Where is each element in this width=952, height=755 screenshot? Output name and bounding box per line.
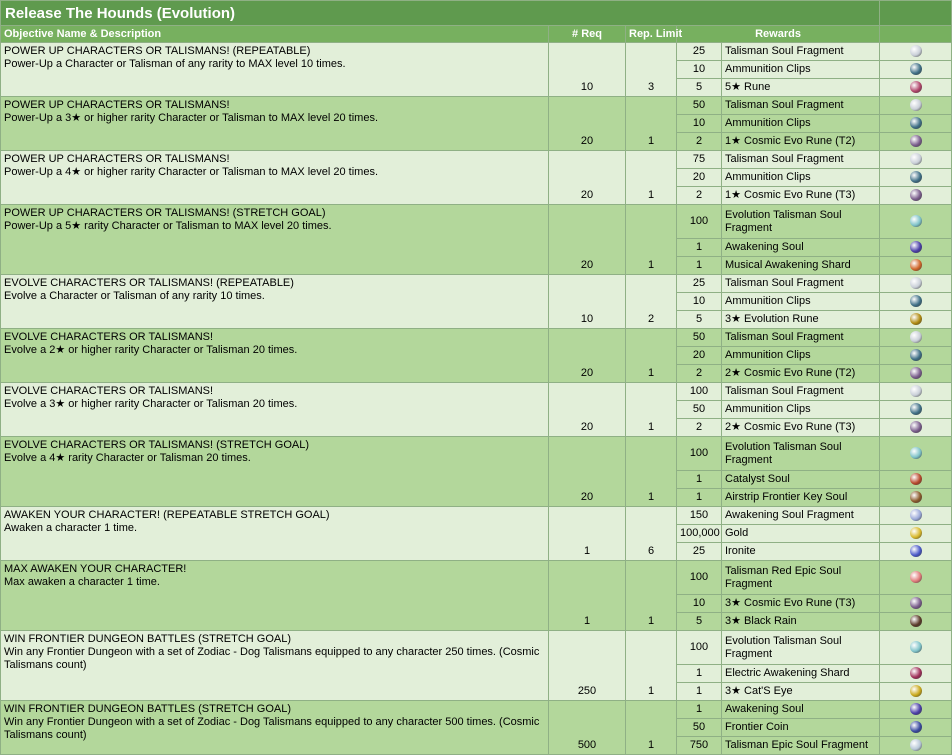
soul-fragment-icon	[910, 99, 922, 111]
table-row	[1, 507, 952, 525]
reward-name: Ammunition Clips	[722, 347, 880, 365]
catalyst-soul-icon	[910, 473, 922, 485]
reward-icon-cell	[880, 631, 952, 665]
reward-quantity: 25	[677, 43, 722, 61]
reward-icon-cell	[880, 257, 952, 275]
reward-name: Airstrip Frontier Key Soul	[722, 489, 880, 507]
objective-cell	[1, 561, 549, 631]
reward-name: Electric Awakening Shard	[722, 665, 880, 683]
objective-cell	[1, 507, 549, 561]
reward-quantity: 20	[677, 169, 722, 187]
reward-icon-cell	[880, 419, 952, 437]
objective-description: Power-Up a Character or Talisman of any rarity to MAX level 10 times.	[4, 58, 346, 70]
required-count: 20	[549, 97, 626, 151]
reward-name: Talisman Soul Fragment	[722, 383, 880, 401]
objective-description: Evolve a 4★ rarity Character or Talisman 20 times.	[4, 452, 251, 464]
reward-icon-cell	[880, 61, 952, 79]
reward-name: Gold	[722, 525, 880, 543]
reward-name: Ironite	[722, 543, 880, 561]
reward-icon-cell	[880, 719, 952, 737]
objective-cell	[1, 97, 549, 151]
objective-description: Power-Up a 4★ or higher rarity Character or Talisman to MAX level 20 times.	[4, 166, 379, 178]
objective-cell	[1, 43, 549, 97]
reward-quantity: 2	[677, 365, 722, 383]
soul-fragment-icon	[910, 331, 922, 343]
reward-icon-cell	[880, 205, 952, 239]
objective-description: Evolve a 3★ or higher rarity Character or Talisman 20 times.	[4, 398, 298, 410]
black-rain-icon	[910, 615, 922, 627]
header-rep-limit: Rep. Limit	[626, 26, 677, 43]
required-count: 10	[549, 275, 626, 329]
objective-cell	[1, 275, 549, 329]
ammo-icon	[910, 63, 922, 75]
reward-name: Talisman Soul Fragment	[722, 275, 880, 293]
required-count: 1	[549, 507, 626, 561]
red-epic-soul-icon	[910, 571, 922, 583]
reward-name: Ammunition Clips	[722, 293, 880, 311]
required-count: 500	[549, 701, 626, 755]
soul-fragment-icon	[910, 385, 922, 397]
ammo-icon	[910, 295, 922, 307]
required-count: 1	[549, 561, 626, 631]
reward-name: Catalyst Soul	[722, 471, 880, 489]
reward-icon-cell	[880, 115, 952, 133]
repeat-limit: 6	[626, 507, 677, 561]
repeat-limit: 1	[626, 205, 677, 275]
reward-quantity: 2	[677, 187, 722, 205]
reward-icon-cell	[880, 701, 952, 719]
reward-icon-cell	[880, 43, 952, 61]
repeat-limit: 1	[626, 97, 677, 151]
objective-name: AWAKEN YOUR CHARACTER! (REPEATABLE STRETCH GOAL)	[4, 509, 330, 521]
table-row	[1, 437, 952, 471]
reward-name: 2★ Cosmic Evo Rune (T3)	[722, 419, 880, 437]
repeat-limit: 3	[626, 43, 677, 97]
reward-quantity: 5	[677, 79, 722, 97]
required-count: 20	[549, 151, 626, 205]
repeat-limit: 1	[626, 383, 677, 437]
reward-name: Ammunition Clips	[722, 401, 880, 419]
epic-soul-icon	[910, 739, 922, 751]
gold-icon	[910, 527, 922, 539]
objective-name: EVOLVE CHARACTERS OR TALISMANS! (REPEATABLE)	[4, 277, 294, 289]
reward-quantity: 1	[677, 239, 722, 257]
table-row	[1, 631, 952, 665]
reward-name: 3★ Cat'S Eye	[722, 683, 880, 701]
reward-quantity: 50	[677, 401, 722, 419]
objective-name: EVOLVE CHARACTERS OR TALISMANS!	[4, 385, 214, 397]
soul-fragment-icon	[910, 153, 922, 165]
reward-quantity: 100	[677, 437, 722, 471]
key-soul-icon	[910, 491, 922, 503]
reward-name: Evolution Talisman Soul Fragment	[722, 205, 880, 239]
awakening-soul-icon	[910, 703, 922, 715]
reward-quantity: 1	[677, 683, 722, 701]
reward-quantity: 150	[677, 507, 722, 525]
ammo-icon	[910, 349, 922, 361]
objective-cell	[1, 383, 549, 437]
awakening-soul-icon	[910, 241, 922, 253]
cosmic-rune-icon	[910, 189, 922, 201]
cosmic-rune-icon	[910, 135, 922, 147]
reward-quantity: 750	[677, 737, 722, 755]
awakening-fragment-icon	[910, 509, 922, 521]
objective-name: EVOLVE CHARACTERS OR TALISMANS!	[4, 331, 214, 343]
reward-name: Frontier Coin	[722, 719, 880, 737]
reward-icon-cell	[880, 347, 952, 365]
reward-name: Talisman Epic Soul Fragment	[722, 737, 880, 755]
reward-icon-cell	[880, 613, 952, 631]
reward-quantity: 2	[677, 419, 722, 437]
reward-icon-cell	[880, 507, 952, 525]
header-req: # Req	[549, 26, 626, 43]
required-count: 250	[549, 631, 626, 701]
reward-quantity: 100,000	[677, 525, 722, 543]
reward-name: Ammunition Clips	[722, 115, 880, 133]
reward-name: Musical Awakening Shard	[722, 257, 880, 275]
evo-soul-icon	[910, 447, 922, 459]
reward-icon-cell	[880, 187, 952, 205]
cosmic-rune-icon	[910, 367, 922, 379]
objective-description: Win any Frontier Dungeon with a set of Zodiac - Dog Talismans equipped to any character 500 times. (Cosmic Talismans count)	[4, 716, 540, 741]
reward-quantity: 25	[677, 275, 722, 293]
reward-icon-cell	[880, 471, 952, 489]
table-row	[1, 151, 952, 169]
reward-icon-cell	[880, 437, 952, 471]
reward-icon-cell	[880, 525, 952, 543]
header-objective: Objective Name & Description	[1, 26, 549, 43]
objective-description: Max awaken a character 1 time.	[4, 576, 160, 588]
objective-name: MAX AWAKEN YOUR CHARACTER!	[4, 563, 187, 575]
reward-icon-cell	[880, 133, 952, 151]
repeat-limit: 1	[626, 437, 677, 507]
reward-icon-cell	[880, 665, 952, 683]
reward-quantity: 10	[677, 115, 722, 133]
reward-quantity: 100	[677, 383, 722, 401]
evolution-rune-icon	[910, 313, 922, 325]
repeat-limit: 1	[626, 701, 677, 755]
required-count: 20	[549, 437, 626, 507]
sheet-title: Release The Hounds (Evolution)	[1, 1, 880, 26]
reward-name: Talisman Red Epic Soul Fragment	[722, 561, 880, 595]
objective-name: WIN FRONTIER DUNGEON BATTLES (STRETCH GOAL)	[4, 703, 292, 715]
reward-name: Evolution Talisman Soul Fragment	[722, 437, 880, 471]
reward-quantity: 10	[677, 61, 722, 79]
reward-quantity: 1	[677, 489, 722, 507]
objective-name: WIN FRONTIER DUNGEON BATTLES (STRETCH GOAL)	[4, 633, 292, 645]
reward-name: 5★ Rune	[722, 79, 880, 97]
required-count: 20	[549, 329, 626, 383]
objective-cell	[1, 151, 549, 205]
reward-name: Talisman Soul Fragment	[722, 97, 880, 115]
objective-description: Power-Up a 3★ or higher rarity Character or Talisman to MAX level 20 times.	[4, 112, 379, 124]
objective-cell	[1, 329, 549, 383]
evo-soul-icon	[910, 215, 922, 227]
evo-soul-icon	[910, 641, 922, 653]
reward-name: Talisman Soul Fragment	[722, 329, 880, 347]
reward-icon-cell	[880, 543, 952, 561]
objective-name: POWER UP CHARACTERS OR TALISMANS! (STRETCH GOAL)	[4, 207, 326, 219]
reward-name: Talisman Soul Fragment	[722, 151, 880, 169]
reward-quantity: 5	[677, 613, 722, 631]
objective-description: Power-Up a 5★ rarity Character or Talisman to MAX level 20 times.	[4, 220, 332, 232]
reward-quantity: 75	[677, 151, 722, 169]
header-rewards: Rewards	[677, 26, 880, 43]
reward-quantity: 10	[677, 595, 722, 613]
reward-icon-cell	[880, 239, 952, 257]
objective-description: Evolve a 2★ or higher rarity Character or Talisman 20 times.	[4, 344, 298, 356]
reward-icon-cell	[880, 365, 952, 383]
reward-quantity: 50	[677, 329, 722, 347]
reward-name: 1★ Cosmic Evo Rune (T2)	[722, 133, 880, 151]
cosmic-rune-icon	[910, 597, 922, 609]
table-row	[1, 205, 952, 239]
repeat-limit: 1	[626, 631, 677, 701]
reward-icon-cell	[880, 561, 952, 595]
reward-name: Awakening Soul Fragment	[722, 507, 880, 525]
reward-quantity: 50	[677, 97, 722, 115]
reward-icon-cell	[880, 383, 952, 401]
objective-cell	[1, 205, 549, 275]
reward-name: 1★ Cosmic Evo Rune (T3)	[722, 187, 880, 205]
reward-quantity: 100	[677, 631, 722, 665]
objective-name: EVOLVE CHARACTERS OR TALISMANS! (STRETCH GOAL)	[4, 439, 309, 451]
reward-quantity: 2	[677, 133, 722, 151]
reward-icon-cell	[880, 595, 952, 613]
reward-quantity: 1	[677, 257, 722, 275]
table-row	[1, 43, 952, 61]
reward-name: 3★ Cosmic Evo Rune (T3)	[722, 595, 880, 613]
reward-quantity: 20	[677, 347, 722, 365]
repeat-limit: 1	[626, 561, 677, 631]
reward-icon-cell	[880, 683, 952, 701]
header-blank	[880, 26, 952, 43]
objective-name: POWER UP CHARACTERS OR TALISMANS!	[4, 99, 230, 111]
ironite-icon	[910, 545, 922, 557]
reward-icon-cell	[880, 329, 952, 347]
frontier-coin-icon	[910, 721, 922, 733]
reward-quantity: 5	[677, 311, 722, 329]
objective-name: POWER UP CHARACTERS OR TALISMANS!	[4, 153, 230, 165]
reward-name: 3★ Evolution Rune	[722, 311, 880, 329]
objective-description: Win any Frontier Dungeon with a set of Zodiac - Dog Talismans equipped to any character 250 times. (Cosmic Talismans count)	[4, 646, 540, 671]
reward-icon-cell	[880, 275, 952, 293]
title-blank-cell	[880, 1, 952, 26]
table-row	[1, 701, 952, 719]
reward-quantity: 100	[677, 205, 722, 239]
reward-icon-cell	[880, 311, 952, 329]
objective-name: POWER UP CHARACTERS OR TALISMANS! (REPEATABLE)	[4, 45, 311, 57]
electric-shard-icon	[910, 667, 922, 679]
table-row	[1, 329, 952, 347]
reward-icon-cell	[880, 79, 952, 97]
reward-icon-cell	[880, 169, 952, 187]
reward-icon-cell	[880, 401, 952, 419]
reward-quantity: 100	[677, 561, 722, 595]
reward-quantity: 1	[677, 701, 722, 719]
reward-quantity: 25	[677, 543, 722, 561]
reward-icon-cell	[880, 737, 952, 755]
objective-cell	[1, 437, 549, 507]
ammo-icon	[910, 117, 922, 129]
table-row	[1, 275, 952, 293]
objective-cell	[1, 631, 549, 701]
reward-quantity: 10	[677, 293, 722, 311]
reward-quantity: 50	[677, 719, 722, 737]
cats-eye-icon	[910, 685, 922, 697]
reward-name: 2★ Cosmic Evo Rune (T2)	[722, 365, 880, 383]
rune-icon	[910, 81, 922, 93]
reward-name: Ammunition Clips	[722, 61, 880, 79]
reward-icon-cell	[880, 489, 952, 507]
reward-icon-cell	[880, 151, 952, 169]
required-count: 20	[549, 383, 626, 437]
reward-name: Ammunition Clips	[722, 169, 880, 187]
reward-name: Evolution Talisman Soul Fragment	[722, 631, 880, 665]
soul-fragment-icon	[910, 277, 922, 289]
soul-fragment-icon	[910, 45, 922, 57]
ammo-icon	[910, 403, 922, 415]
reward-icon-cell	[880, 293, 952, 311]
ammo-icon	[910, 171, 922, 183]
shard-icon	[910, 259, 922, 271]
table-row	[1, 561, 952, 595]
table-row	[1, 97, 952, 115]
cosmic-rune-icon	[910, 421, 922, 433]
reward-name: Awakening Soul	[722, 239, 880, 257]
reward-name: Awakening Soul	[722, 701, 880, 719]
objective-description: Awaken a character 1 time.	[4, 522, 138, 534]
reward-name: 3★ Black Rain	[722, 613, 880, 631]
reward-quantity: 1	[677, 471, 722, 489]
table-row	[1, 383, 952, 401]
repeat-limit: 2	[626, 275, 677, 329]
repeat-limit: 1	[626, 329, 677, 383]
objective-cell	[1, 701, 549, 755]
objective-description: Evolve a Character or Talisman of any rarity 10 times.	[4, 290, 265, 302]
required-count: 20	[549, 205, 626, 275]
reward-name: Talisman Soul Fragment	[722, 43, 880, 61]
reward-icon-cell	[880, 97, 952, 115]
reward-quantity: 1	[677, 665, 722, 683]
repeat-limit: 1	[626, 151, 677, 205]
required-count: 10	[549, 43, 626, 97]
